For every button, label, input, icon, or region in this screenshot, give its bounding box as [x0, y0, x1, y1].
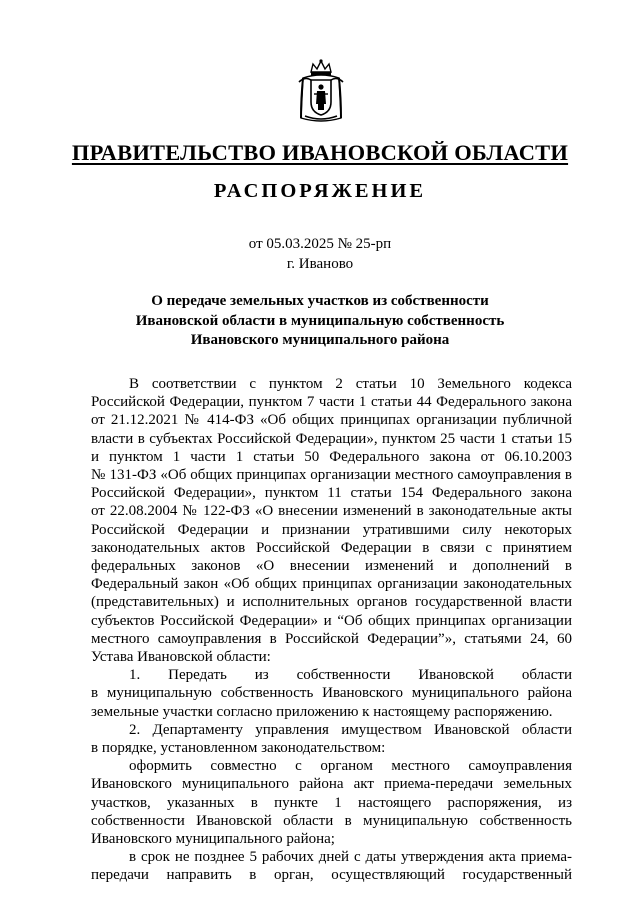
government-title: ПРАВИТЕЛЬСТВО ИВАНОВСКОЙ ОБЛАСТИ: [71, 140, 569, 165]
body-line: субъектов Российской Федерации» и “Об общих принципах организации: [91, 612, 572, 629]
subject-line: О передаче земельных участков из собственности: [151, 293, 489, 309]
document-type: РАСПОРЯЖЕНИЕ: [213, 180, 427, 202]
body-line: (представительных) и исполнительных органов государственной власти: [91, 594, 572, 611]
body-line: от 22.08.2004 № 122-ФЗ «О внесении изменений в законодательные акты: [91, 503, 572, 520]
body-line: от 21.12.2021 № 414-ФЗ «Об общих принципах организации публичной: [91, 412, 572, 429]
body-line: оформить совместно с органом местного самоуправления: [129, 758, 572, 775]
body-line: передачи направить в орган, осуществляющий государственный: [91, 867, 572, 884]
body-line: в порядке, установленном законодательством:: [91, 740, 386, 757]
body-line: Российской Федерации», пунктом 11 статьи 154 Федерального закона: [91, 485, 572, 502]
body-line: федеральных законов «О внесении изменений и дополнений в: [91, 558, 572, 575]
body-line: власти в субъектах Российской Федерации», пунктом 25 части 1 статьи 15: [91, 430, 572, 447]
body-line: Российской Федерации и признании утратившими силу некоторых: [91, 521, 572, 538]
document-body: [91, 375, 572, 885]
body-line: В соответствии с пунктом 2 статьи 10 Земельного кодекса: [129, 376, 572, 392]
body-line: Российской Федерации, пунктом 7 части 1 статьи 44 Федерального закона: [91, 394, 572, 411]
subject-line: Ивановского муниципального района: [190, 332, 450, 348]
body-line: местного самоуправления в Российской Федерации”», статьями 24, 60: [91, 630, 572, 647]
document-date-number: от 05.03.2025 № 25-рп: [248, 236, 392, 252]
body-line: в срок не позднее 5 рабочих дней с даты утверждения акта приема-: [129, 849, 572, 866]
body-line: № 131-ФЗ «Об общих принципах организации местного самоуправления в: [91, 467, 572, 484]
coat-of-arms-icon: [297, 58, 345, 124]
body-line: собственности Ивановской области в муниципальную собственность: [91, 812, 572, 829]
body-line: и пунктом 1 части 1 статьи 50 Федерального закона от 06.10.2003: [91, 448, 572, 465]
body-line: Ивановского муниципального района;: [91, 831, 335, 848]
body-line: в муниципальную собственность Ивановского муниципального района: [91, 685, 572, 702]
document-subject: [0, 292, 640, 351]
body-line: участков, указанных в пункте 1 настоящего распоряжения, из: [91, 794, 572, 811]
body-line: законодательных актов Российской Федерации в связи с принятием: [91, 539, 572, 556]
body-line: 1. Передать из собственности Ивановской области: [129, 667, 572, 684]
body-line: Устава Ивановской области:: [91, 649, 271, 666]
subject-line: Ивановской области в муниципальную собственность: [135, 312, 505, 329]
body-line: земельные участки согласно приложению к настоящему распоряжению.: [91, 703, 553, 720]
document-city: г. Иваново: [286, 256, 354, 272]
body-line: 2. Департаменту управления имуществом Ивановской области: [129, 721, 572, 738]
body-line: Федеральный закон «Об общих принципах организации законодательных: [91, 576, 572, 593]
body-line: Ивановского муниципального района акт приема-передачи земельных: [91, 776, 572, 793]
